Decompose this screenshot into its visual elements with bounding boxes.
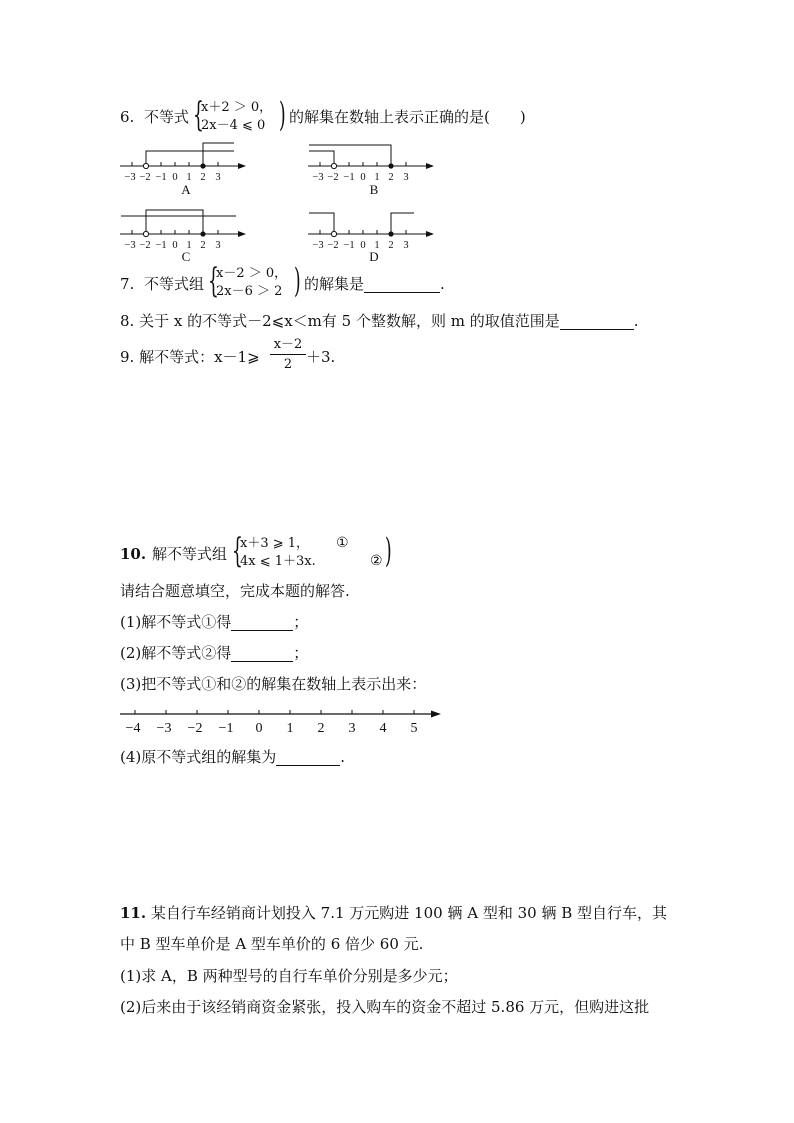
q6-option-a-numberline: [118, 138, 248, 196]
tick-label: 3: [403, 240, 409, 251]
q7-end: .: [440, 275, 445, 293]
q6-system-line1: x＋2 ＞ 0，: [201, 100, 273, 115]
tick-label: 2: [200, 172, 206, 183]
axis-label: 3: [348, 721, 356, 736]
q10-step4: (4)原不等式组的解集为: [120, 748, 277, 766]
q6-option-c-numberline: [118, 204, 248, 262]
q10-circle-mark-1: ①: [336, 535, 349, 551]
q6-number: 6.: [120, 108, 135, 126]
q10-system-line1: x＋3 ⩾ 1，: [240, 536, 310, 551]
q9-suffix: ＋3.: [306, 348, 336, 366]
q11-line2: 中 B 型车单价是 A 型车单价的 6 倍少 60 元.: [120, 935, 424, 953]
option-b-label: B: [369, 182, 379, 196]
q7-system-line2: 2x－6 ＞ 2: [216, 284, 283, 299]
axis-label: 2: [317, 721, 325, 736]
tick-label: 0: [360, 240, 366, 251]
option-a-label: A: [181, 182, 191, 196]
q10-step1: (1)解不等式①得: [120, 613, 232, 631]
tick-label: −3: [312, 240, 324, 251]
q7-left-brace: {: [208, 261, 219, 301]
tick-label: −1: [155, 172, 167, 183]
tick-label: −2: [139, 240, 151, 251]
q10-intro: 请结合题意填空，完成本题的解答.: [120, 582, 350, 600]
q10-numberline: [118, 702, 444, 738]
q10-step4-end: .: [340, 748, 346, 766]
q10-system-line2: 4x ⩽ 1＋3x.: [240, 554, 316, 569]
axis-label: 0: [255, 721, 263, 736]
tick-label: 1: [186, 240, 192, 251]
tick-label: 3: [403, 172, 409, 183]
tick-label: −2: [327, 172, 339, 183]
tick-label: 2: [388, 172, 394, 183]
q10-right-paren: ): [385, 531, 392, 571]
q10-step4-blank[interactable]: [276, 751, 340, 766]
q8-answer-blank[interactable]: [560, 315, 634, 330]
q6-option-b-numberline: [306, 138, 436, 196]
q10-number: 10.: [120, 545, 147, 563]
q7-system-line1: x－2 ＞ 0，: [216, 266, 288, 281]
q7-number: 7.: [120, 275, 135, 293]
q6-right-paren: ): [279, 95, 286, 135]
q10-step2-end: ；: [293, 644, 309, 662]
q6-system-line2: 2x－4 ⩽ 0: [201, 118, 266, 133]
tick-label: 3: [215, 240, 221, 251]
q6-left-brace: {: [193, 95, 204, 135]
q10-step1-blank[interactable]: [231, 616, 293, 631]
q7-answer-blank[interactable]: [364, 278, 440, 293]
q6-prefix: 不等式: [144, 108, 190, 126]
q9-fraction: [270, 337, 306, 372]
q7-prefix: 不等式组: [144, 275, 205, 293]
tick-label: −1: [343, 172, 355, 183]
q10-step3: (3)把不等式①和②的解集在数轴上表示出来：: [120, 675, 427, 693]
option-d-label: D: [369, 249, 379, 262]
q8-text: 8. 关于 x 的不等式－2⩽x＜m有 5 个整数解，则 m 的取值范围是: [120, 312, 560, 330]
q9-denominator: 2: [283, 357, 293, 372]
q10-step2-blank[interactable]: [231, 647, 293, 662]
q10-step2: (2)解不等式②得: [120, 644, 232, 662]
tick-label: −2: [327, 240, 339, 251]
q10-circle-mark-2: ②: [370, 553, 383, 569]
tick-label: 0: [172, 240, 178, 251]
tick-label: 2: [200, 240, 206, 251]
q10-left-brace: {: [232, 531, 243, 571]
tick-label: 1: [186, 172, 192, 183]
tick-label: −2: [139, 172, 151, 183]
tick-label: 3: [215, 172, 221, 183]
axis-label: 1: [286, 721, 294, 736]
q10-step1-end: ；: [293, 613, 309, 631]
fraction-bar: [270, 354, 306, 355]
tick-label: −3: [124, 172, 136, 183]
q11-line3: (1)求 A，B 两种型号的自行车单价分别是多少元；: [120, 967, 458, 985]
axis-label: −3: [156, 721, 172, 736]
tick-label: 2: [388, 240, 394, 251]
axis-label: −1: [218, 721, 234, 736]
q11-line4: (2)后来由于该经销商资金紧张，投入购车的资金不超过 5.86 万元，但购进这批: [120, 998, 650, 1016]
tick-label: 1: [374, 240, 380, 251]
q7-right-paren: ): [294, 261, 301, 301]
q11-line1: 某自行车经销商计划投入 7.1 万元购进 100 辆 A 型和 30 辆 B 型自行车，其: [150, 904, 668, 922]
q9-numerator: x－2: [273, 337, 303, 352]
axis-label: 4: [379, 721, 387, 736]
q8-end: .: [633, 312, 639, 330]
tick-label: −1: [343, 240, 355, 251]
tick-label: 0: [172, 172, 178, 183]
tick-label: 0: [360, 172, 366, 183]
axis-label: −2: [187, 721, 203, 736]
q10-prefix: 解不等式组: [152, 545, 228, 563]
axis-label: −4: [125, 721, 141, 736]
tick-label: −3: [124, 240, 136, 251]
axis-label: 5: [410, 721, 418, 736]
q6-option-d-numberline: [306, 204, 436, 262]
q6-suffix: 的解集在数轴上表示正确的是( ): [289, 108, 526, 126]
tick-label: −3: [312, 172, 324, 183]
q9-prefix: 9. 解不等式：x－1⩾: [120, 348, 260, 366]
tick-label: −1: [155, 240, 167, 251]
tick-label: 1: [374, 172, 380, 183]
q11-number: 11.: [120, 904, 147, 922]
q7-suffix: 的解集是: [304, 275, 365, 293]
option-c-label: C: [181, 249, 191, 262]
